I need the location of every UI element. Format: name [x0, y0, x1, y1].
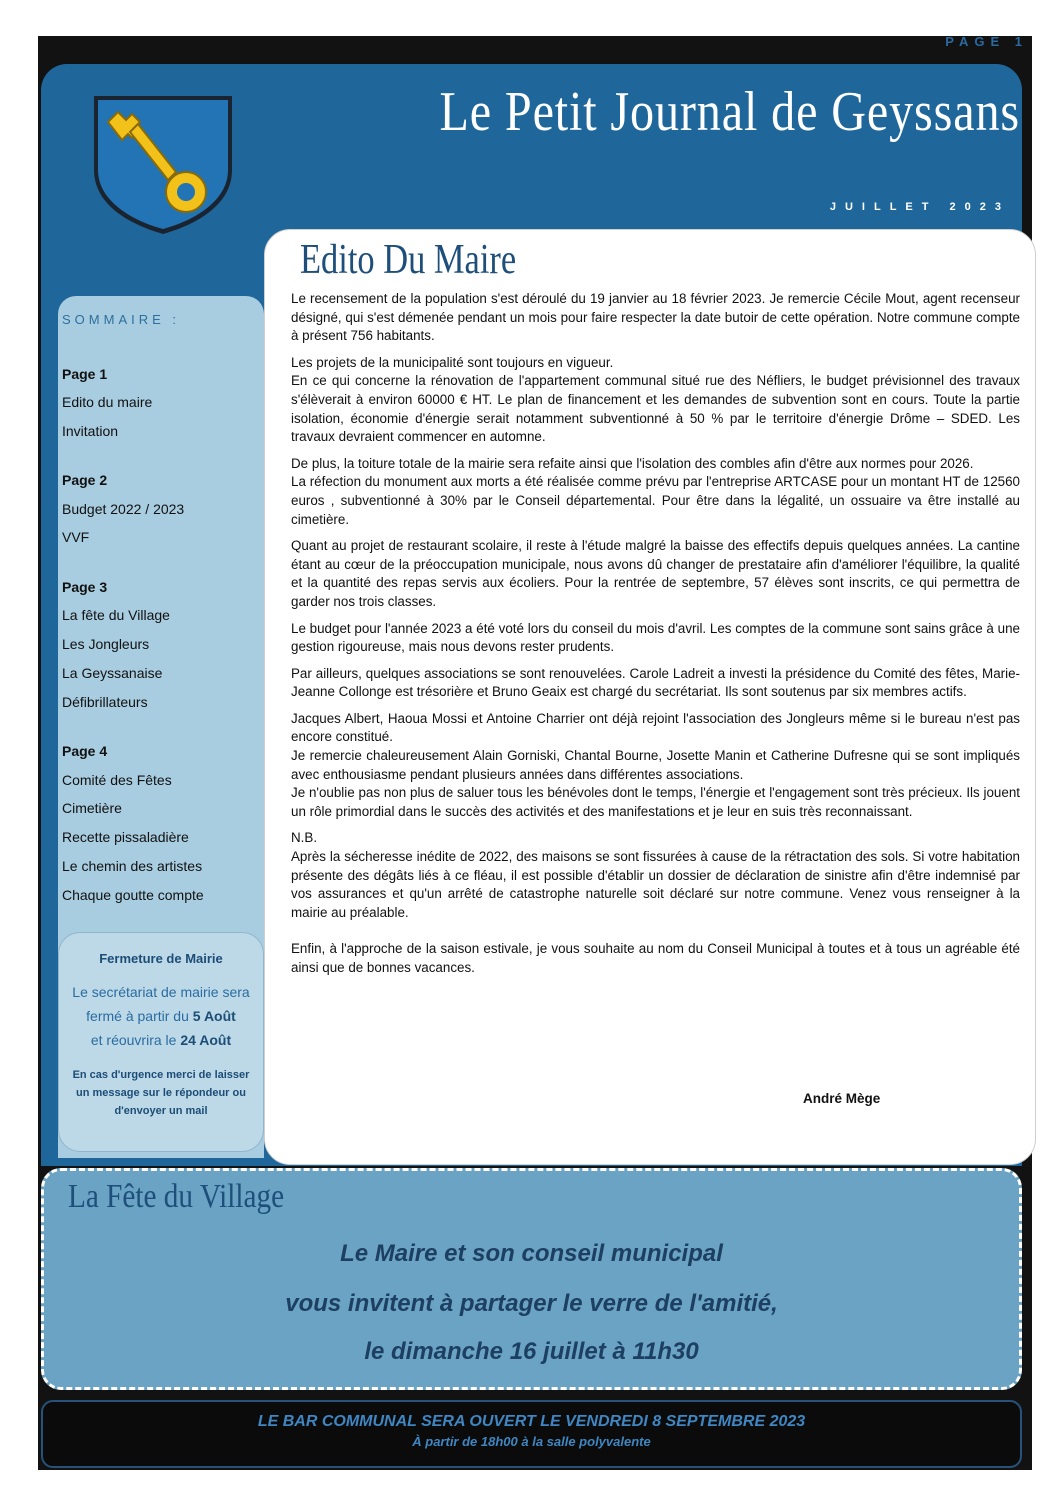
toc-item: Recette pissaladière — [62, 829, 189, 845]
bar-subline: À partir de 18h00 à la salle polyvalente — [412, 1434, 651, 1449]
edito-paragraph: Par ailleurs, quelques associations se sont renouvelées. Carole Ladreit a investi la présidence du Comité des fêtes, Marie-Jeanne Collonge est trésorière et Bruno Geaix est chargé du secrétariat. Ils sont soutenus par six membres actifs. — [291, 665, 1020, 700]
page-number: PAGE 1 — [945, 34, 1028, 49]
toc-item: Défibrillateurs — [62, 694, 148, 710]
signature: André Mège — [803, 1091, 881, 1106]
toc-item: Comité des Fêtes — [62, 772, 172, 788]
key-crest-icon — [88, 92, 238, 237]
toc-item: La Geyssanaise — [62, 665, 163, 681]
sommaire-heading: SOMMAIRE : — [62, 312, 181, 327]
closure-body — [59, 980, 263, 1052]
journal-title: Le Petit Journal de Geyssans — [439, 81, 1020, 143]
edito-paragraph: Le recensement de la population s'est déroulé du 19 janvier au 18 février 2023. Je remercie Cécile Mout, agent recenseur désigné, qui s'est démenée pendant un mois pour faire respecter la date butoir de cette opération. Notre commune compte à présent 756 habitants. — [291, 291, 1020, 344]
closure-urgent-note: En cas d'urgence merci de laisser un message sur le répondeur ou d'envoyer un mail — [72, 1069, 250, 1117]
closure-notice — [58, 932, 264, 1152]
edito-body — [291, 290, 1020, 986]
toc-item: Invitation — [62, 423, 119, 439]
edito-paragraph: Le budget pour l'année 2023 a été voté lors du conseil du mois d'avril. Les comptes de la commune sont sains grâce à une gestion rigoureuse, mais nous devons rester prudents. — [291, 620, 1020, 655]
closure-title: Fermeture de Mairie — [99, 951, 223, 966]
closure-line: Le secrétariat de mairie sera — [72, 984, 250, 1000]
toc-heading: Page 3 — [62, 579, 108, 595]
toc-item: Chaque goutte compte — [62, 887, 204, 903]
fete-line: Le Maire et son conseil municipal — [340, 1240, 723, 1267]
edito-paragraph: De plus, la toiture totale de la mairie sera refaite ainsi que l'isolation des combles afin d'être aux normes pour 2026. La réfection du monument aux morts a été réalisée comme prévu par l'entreprise ARTCASE pour un montant HT de 12560 euros , subventionné à 30% par le Conseil départemental. Pour être dans la légalité, un ossuaire va être installé au cimetière. — [291, 455, 1020, 527]
edito-title: Edito Du Maire — [300, 237, 517, 283]
toc-heading: Page 4 — [62, 743, 108, 759]
fete-title: La Fête du Village — [68, 1178, 285, 1215]
fete-line: le dimanche 16 juillet à 11h30 — [364, 1338, 699, 1365]
bar-line: LE BAR COMMUNAL SERA OUVERT LE VENDREDI 8 SEPTEMBRE 2023 — [257, 1413, 806, 1430]
fete-line: vous invitent à partager le verre de l'amitié, — [285, 1290, 778, 1317]
closure-line: et réouvrira le 24 Août — [90, 1032, 232, 1048]
toc-heading: Page 1 — [62, 366, 108, 382]
closure-line: fermé à partir du 5 Août — [86, 1008, 236, 1024]
toc-item: Edito du maire — [62, 394, 153, 410]
toc-heading: Page 2 — [62, 472, 108, 488]
edito-paragraph: Jacques Albert, Haoua Mossi et Antoine Charrier ont déjà rejoint l'association des Jongleurs même si le bureau n'est pas encore constitué. Je remercie chaleureusement Alain Gorniski, Chantal Bourne, Josette Manin et Catherine Dufresne qui se sont impliqués avec enthousiasme pendant plusieurs années dans différentes associations. Je n'oublie pas non plus de saluer tous les bénévoles dont le temps, l'énergie et l'engagement sont très précieux. Ils jouent un rôle primordial dans le succès des activités et des manifestations et je leur en suis très reconnaissant. — [291, 710, 1020, 819]
edito-paragraph: Les projets de la municipalité sont toujours en vigueur. En ce qui concerne la rénovation de l'appartement communal situé rue des Néfliers, le budget prévisionnel des travaux s'élèverait à environ 60000 € HT. Le plan de financement et les demandes de subvention sont en cours. Toute la partie isolation, économie d'énergie serait notamment subventionné à 50 % par le territoire d'énergie Drôme – SDED. Les travaux devraient commencer en automne. — [291, 354, 1020, 445]
toc-item: Le chemin des artistes — [62, 858, 203, 874]
bar-announcement — [41, 1400, 1022, 1468]
issue-date: JUILLET 2023 — [829, 201, 1010, 213]
toc-item: La fête du Village — [62, 607, 170, 623]
toc-item: Budget 2022 / 2023 — [62, 501, 185, 517]
toc-item: Cimetière — [62, 800, 122, 816]
closure-date: 5 Août — [192, 1008, 236, 1024]
toc-item: Les Jongleurs — [62, 636, 150, 652]
edito-paragraph: Enfin, à l'approche de la saison estivale, je vous souhaite au nom du Conseil Municipal à toutes et à tous un agréable été ainsi que de bonnes vacances. — [291, 941, 1020, 975]
toc-item: VVF — [62, 529, 90, 545]
edito-paragraph: Quant au projet de restaurant scolaire, il reste à l'étude malgré la baisse des effectifs depuis quelques années. La cantine étant au cœur de la préoccupation municipale, nous avons dû changer de prestataire afin d'améliorer l'équilibre, la qualité et la quantité des repas servis aux écoliers. Pour la rentrée de septembre, 57 élèves sont inscrits, ce qui permettra de garder nos trois classes. — [291, 538, 1020, 609]
reopen-date: 24 Août — [180, 1032, 232, 1048]
edito-paragraph: N.B. Après la sécheresse inédite de 2022, des maisons se sont fissurées à cause de la rétractation des sols. Si votre habitation présente des dégâts liés à ce fléau, il est possible d'établir un dossier de déclaration de sinistre afin d'être indemnisé par vos assurances et qu'un arrêté de catastrophe naturelle soit déclaré sur notre commune. Venez vous renseigner à la mairie au préalable. — [291, 830, 1020, 920]
